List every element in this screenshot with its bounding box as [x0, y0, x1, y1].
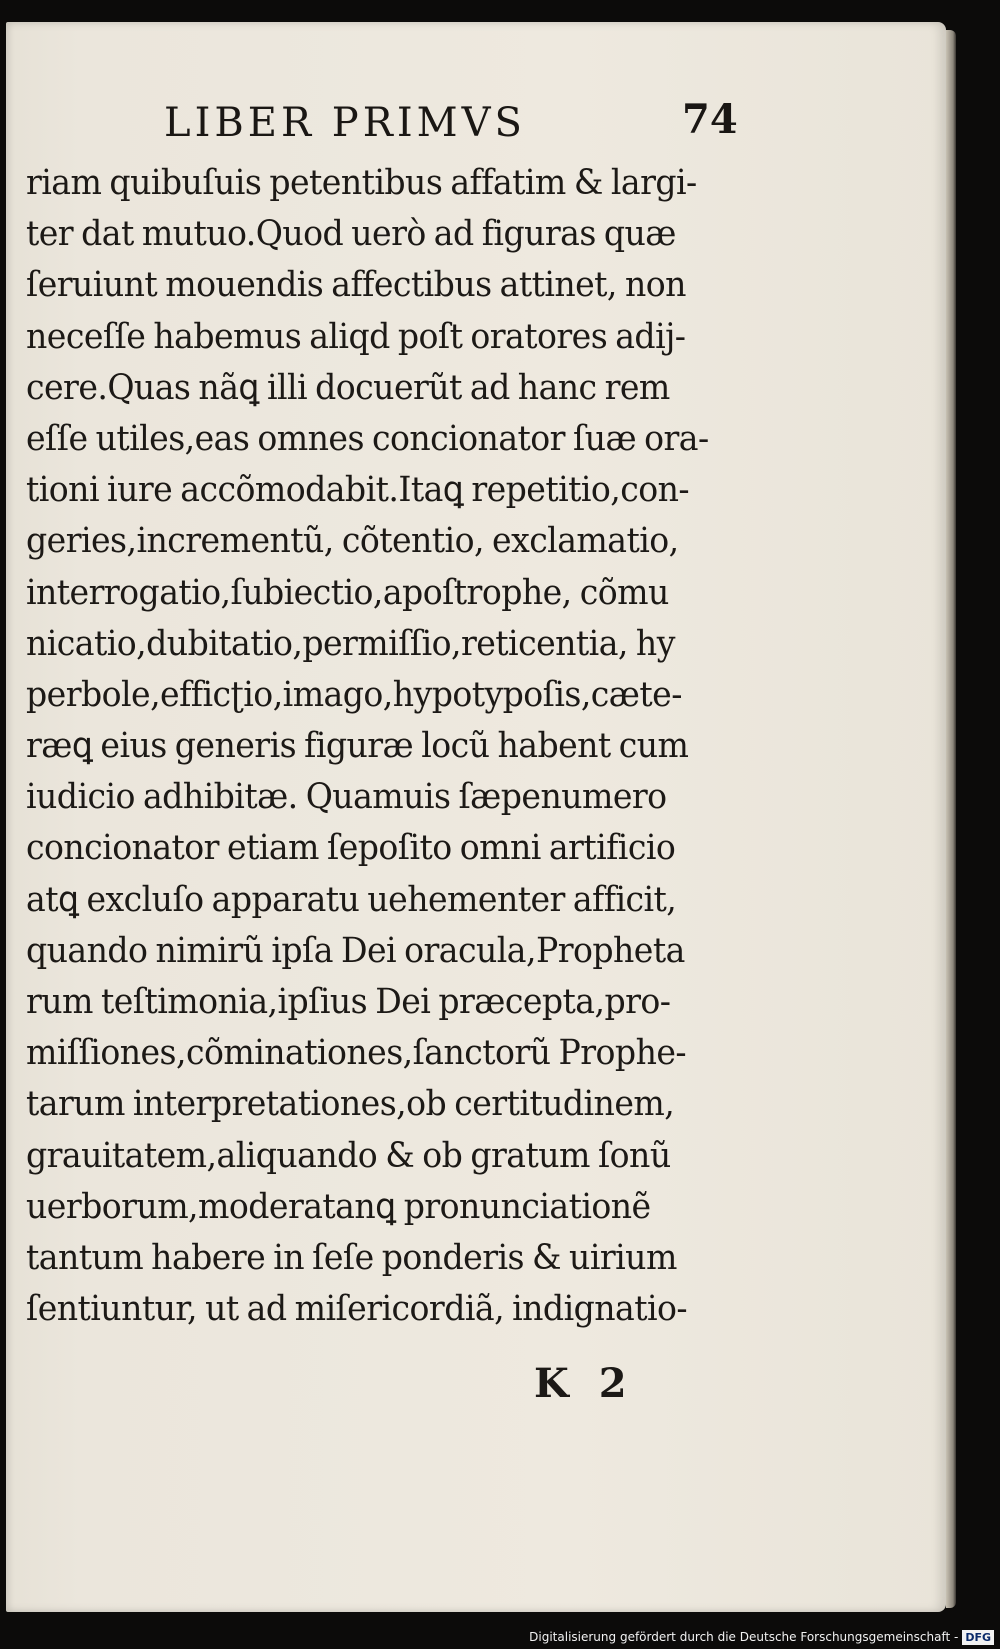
text-line: ter dat mutuo.Quod uerò ad figuras quæ [26, 214, 676, 255]
text-line: interrogatio,ſubiectio,apoſtrophe, cõmu [26, 572, 669, 613]
text-line: neceſſe habemus aliqd poſt oratores adij- [26, 316, 686, 357]
text-line: tioni iure accõmodabit.Itaꝗ repetitio,con- [26, 470, 690, 511]
digitization-credit [529, 1627, 994, 1647]
text-line: uerborum,moderatanꝗ pronunciationẽ [26, 1186, 651, 1227]
running-head [6, 92, 952, 152]
text-line: atꝗ excluſo apparatu uehementer afficit, [26, 879, 677, 920]
text-line: nicatio,dubitatio,permiſſio,reticentia, hy [26, 623, 675, 664]
text-line: ſentiuntur, ut ad miſericordiã, indignatio- [26, 1289, 688, 1330]
text-line: ræꝗ eius generis figuræ locũ habent cum [26, 726, 689, 767]
text-line: miſſiones,cõminationes,ſanctorũ Prophe- [26, 1033, 687, 1074]
text-line: grauitatem,aliquando & ob gratum ſonũ [26, 1135, 671, 1176]
body-text [26, 158, 786, 1335]
text-line: perbole,efficʈio,imago,hypotypoſis,cæte- [26, 674, 682, 715]
text-line: eſſe utiles,eas omnes concionator ſuæ ora- [26, 418, 709, 459]
signature-mark: K 2 [534, 1360, 635, 1407]
text-line: rum teſtimonia,ipſius Dei præcepta,pro- [26, 982, 671, 1022]
text-line: geries,incrementũ, cõtentio, exclamatio, [26, 521, 679, 562]
text-line: concionator etiam ſepoſito omni artificio [26, 828, 676, 869]
book-page [6, 22, 946, 1612]
page-edge [946, 30, 956, 1608]
running-head-title: LIBER PRIMVS [164, 100, 526, 146]
text-line: quando nimirũ ipſa Dei oracula,Propheta [26, 930, 685, 971]
text-line: ſeruiunt mouendis affectibus attinet, non [26, 265, 686, 306]
dfg-logo-icon: DFG [962, 1630, 994, 1645]
text-line: tarum interpretationes,ob certitudinem, [26, 1084, 675, 1125]
text-line: riam quibuſuis petentibus affatim & largi- [26, 163, 697, 203]
text-line: tantum habere in ſeſe ponderis & uirium [26, 1237, 677, 1278]
text-line: iudicio adhibitæ. Quamuis ſæpenumero [26, 777, 667, 818]
credit-text: Digitalisierung gefördert durch die Deutsche Forschungsgemeinschaft - [529, 1630, 959, 1644]
page-number: 74 [682, 96, 738, 143]
text-line: cere.Quas nãꝗ illi docuerũt ad hanc rem [26, 367, 670, 408]
